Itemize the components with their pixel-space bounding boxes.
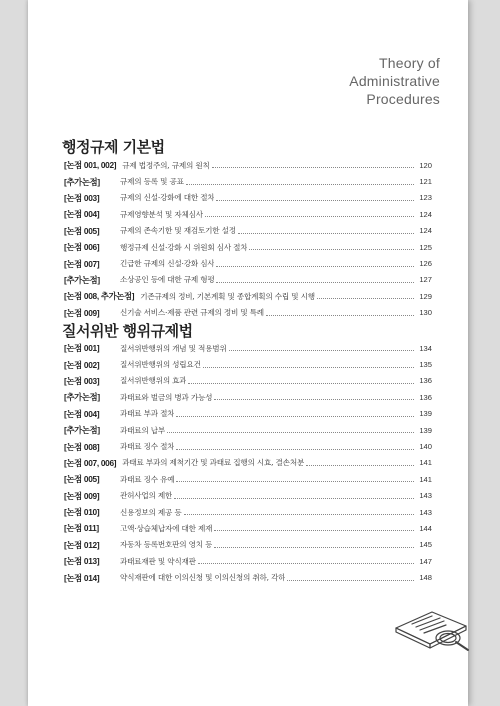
toc-entry[interactable] [64, 553, 432, 569]
toc-title: 규제의 존속기한 및 재검토기한 설정 [120, 226, 236, 236]
leader-dots [317, 297, 414, 299]
toc-page: 135 [419, 360, 432, 370]
toc-title: 규제 법정주의, 규제의 원칙 [122, 160, 210, 170]
toc-tag: [논점 010] [64, 507, 100, 518]
toc-title: 규제영향분석 및 자체심사 [120, 209, 203, 219]
toc-tag: [논점 005] [64, 474, 100, 485]
leader-dots [216, 265, 414, 267]
toc-title: 과태료 징수 절차 [120, 442, 175, 452]
toc-entry[interactable] [64, 389, 432, 405]
toc-page: 145 [419, 540, 432, 550]
toc-entry[interactable] [64, 305, 432, 321]
leader-dots [214, 398, 414, 400]
header-line: Theory of [379, 55, 440, 71]
toc-page: 121 [419, 177, 432, 187]
leader-dots [167, 431, 414, 433]
toc-page: 125 [419, 242, 432, 252]
toc-page: 120 [419, 160, 432, 170]
leader-dots [176, 448, 414, 450]
toc-entry[interactable] [64, 520, 432, 536]
leader-dots [266, 314, 414, 316]
toc-tag: [논점 007, 006] [64, 457, 117, 468]
toc-entry[interactable] [64, 406, 432, 422]
toc-list [64, 157, 432, 321]
toc-page: 141 [419, 474, 432, 484]
toc-entry[interactable] [64, 190, 432, 206]
toc-title: 과태료의 납부 [120, 425, 166, 435]
toc-tag: [논점 013] [64, 556, 100, 567]
toc-tag: [논점 005] [64, 225, 100, 236]
toc-title: 신기술 서비스·제품 관련 규제의 정비 및 특례 [120, 308, 264, 318]
toc-entry[interactable] [64, 288, 432, 304]
toc-title: 고액·상습체납자에 대한 제재 [120, 523, 213, 533]
leader-dots [205, 215, 414, 217]
toc-title: 긴급한 규제의 신설·강화 심사 [120, 259, 215, 269]
toc-title: 질서위반행위의 성립요건 [120, 360, 201, 370]
toc-tag: [추가논점] [64, 176, 100, 187]
toc-page: 130 [419, 308, 432, 318]
toc-entry[interactable] [64, 340, 432, 356]
toc-page: 123 [419, 193, 432, 203]
toc-entry[interactable] [64, 157, 432, 173]
toc-entry[interactable] [64, 373, 432, 389]
leader-dots [214, 529, 414, 531]
toc-title: 자동차 등록번호판의 영치 등 [120, 540, 213, 550]
leader-dots [249, 248, 414, 250]
toc-title: 신용정보의 제공 등 [120, 507, 182, 517]
toc-entry[interactable] [64, 504, 432, 520]
toc-page: 144 [419, 523, 432, 533]
toc-list [64, 340, 432, 586]
toc-title: 과태료 부과의 제척기간 및 과태료 집행의 시효, 결손처분 [122, 458, 305, 468]
leader-dots [216, 199, 414, 201]
toc-title: 질서위반행위의 개념 및 적용범위 [120, 343, 227, 353]
leader-dots [184, 513, 414, 515]
toc-page: 147 [419, 556, 432, 566]
toc-entry[interactable] [64, 438, 432, 454]
toc-tag: [논점 008, 추가논점] [64, 291, 135, 302]
toc-title: 소상공인 등에 대한 규제 형평 [120, 275, 215, 285]
toc-page: 134 [419, 343, 432, 353]
toc-tag: [논점 003] [64, 375, 100, 386]
toc-page: 129 [419, 291, 432, 301]
document-magnifier-icon [388, 602, 478, 658]
toc-tag: [논점 014] [64, 572, 100, 583]
toc-tag: [논점 008] [64, 441, 100, 452]
section-title: 행정규제 기본법 [62, 138, 165, 156]
toc-title: 규제의 등록 및 공표 [120, 177, 184, 187]
leader-dots [174, 497, 414, 499]
toc-title: 기존규제의 정비, 기본계획 및 종합계획의 수립 및 시행 [140, 291, 315, 301]
leader-dots [216, 281, 414, 283]
toc-page: 124 [419, 209, 432, 219]
toc-entry[interactable] [64, 455, 432, 471]
toc-title: 관허사업의 제한 [120, 491, 173, 501]
toc-page: 141 [419, 458, 432, 468]
toc-entry[interactable] [64, 356, 432, 372]
leader-dots [287, 579, 414, 581]
toc-title: 규제의 신설·강화에 대한 절차 [120, 193, 215, 203]
leader-dots [198, 562, 414, 564]
toc-page: 148 [419, 573, 432, 583]
toc-tag: [논점 012] [64, 539, 100, 550]
toc-tag: [논점 001] [64, 343, 100, 354]
toc-entry[interactable] [64, 239, 432, 255]
toc-tag: [추가논점] [64, 274, 100, 285]
toc-page: 140 [419, 442, 432, 452]
toc-title: 질서위반행위의 효과 [120, 376, 187, 386]
toc-entry[interactable] [64, 272, 432, 288]
toc-entry[interactable] [64, 471, 432, 487]
leader-dots [306, 464, 414, 466]
toc-page: 126 [419, 259, 432, 269]
toc-title: 약식재판에 대한 이의신청 및 이의신청의 취하, 각하 [120, 573, 286, 583]
toc-tag: [논점 006] [64, 242, 100, 253]
document-page [28, 0, 468, 706]
toc-entry[interactable] [64, 537, 432, 553]
toc-page: 143 [419, 491, 432, 501]
toc-page: 127 [419, 275, 432, 285]
toc-title: 과태료 징수 유예 [120, 474, 175, 484]
toc-title: 과태료 부과 절차 [120, 409, 175, 419]
toc-tag: [추가논점] [64, 425, 100, 436]
toc-tag: [논점 001, 002] [64, 160, 117, 171]
leader-dots [188, 382, 414, 384]
toc-tag: [논점 003] [64, 192, 100, 203]
toc-entry[interactable] [64, 173, 432, 189]
toc-tag: [논점 004] [64, 408, 100, 419]
toc-page: 139 [419, 425, 432, 435]
toc-title: 과태료재판 및 약식재판 [120, 556, 196, 566]
leader-dots [229, 349, 414, 351]
toc-tag: [논점 007] [64, 258, 100, 269]
toc-entry[interactable] [64, 223, 432, 239]
toc-tag: [논점 009] [64, 307, 100, 318]
header-line: Procedures [366, 91, 440, 107]
toc-page: 124 [419, 226, 432, 236]
toc-tag: [추가논점] [64, 392, 100, 403]
toc-entry[interactable] [64, 422, 432, 438]
toc-tag: [논점 002] [64, 359, 100, 370]
leader-dots [214, 546, 414, 548]
toc-page: 136 [419, 392, 432, 402]
toc-page: 143 [419, 507, 432, 517]
leader-dots [238, 232, 414, 234]
toc-entry[interactable] [64, 569, 432, 585]
section-title: 질서위반 행위규제법 [62, 322, 193, 340]
toc-title: 과태료와 벌금의 병과 가능성 [120, 392, 213, 402]
toc-tag: [논점 004] [64, 209, 100, 220]
toc-tag: [논점 009] [64, 490, 100, 501]
header-line: Administrative [349, 73, 440, 89]
leader-dots [203, 366, 414, 368]
toc-page: 136 [419, 376, 432, 386]
leader-dots [176, 415, 414, 417]
toc-entry[interactable] [64, 488, 432, 504]
toc-tag: [논점 011] [64, 523, 99, 534]
leader-dots [212, 166, 414, 168]
leader-dots [186, 183, 414, 185]
book-header [349, 54, 440, 108]
leader-dots [176, 480, 414, 482]
toc-entry[interactable] [64, 206, 432, 222]
toc-title: 행정규제 신설·강화 시 위원회 심사 절차 [120, 242, 248, 252]
toc-page: 139 [419, 409, 432, 419]
toc-entry[interactable] [64, 255, 432, 271]
